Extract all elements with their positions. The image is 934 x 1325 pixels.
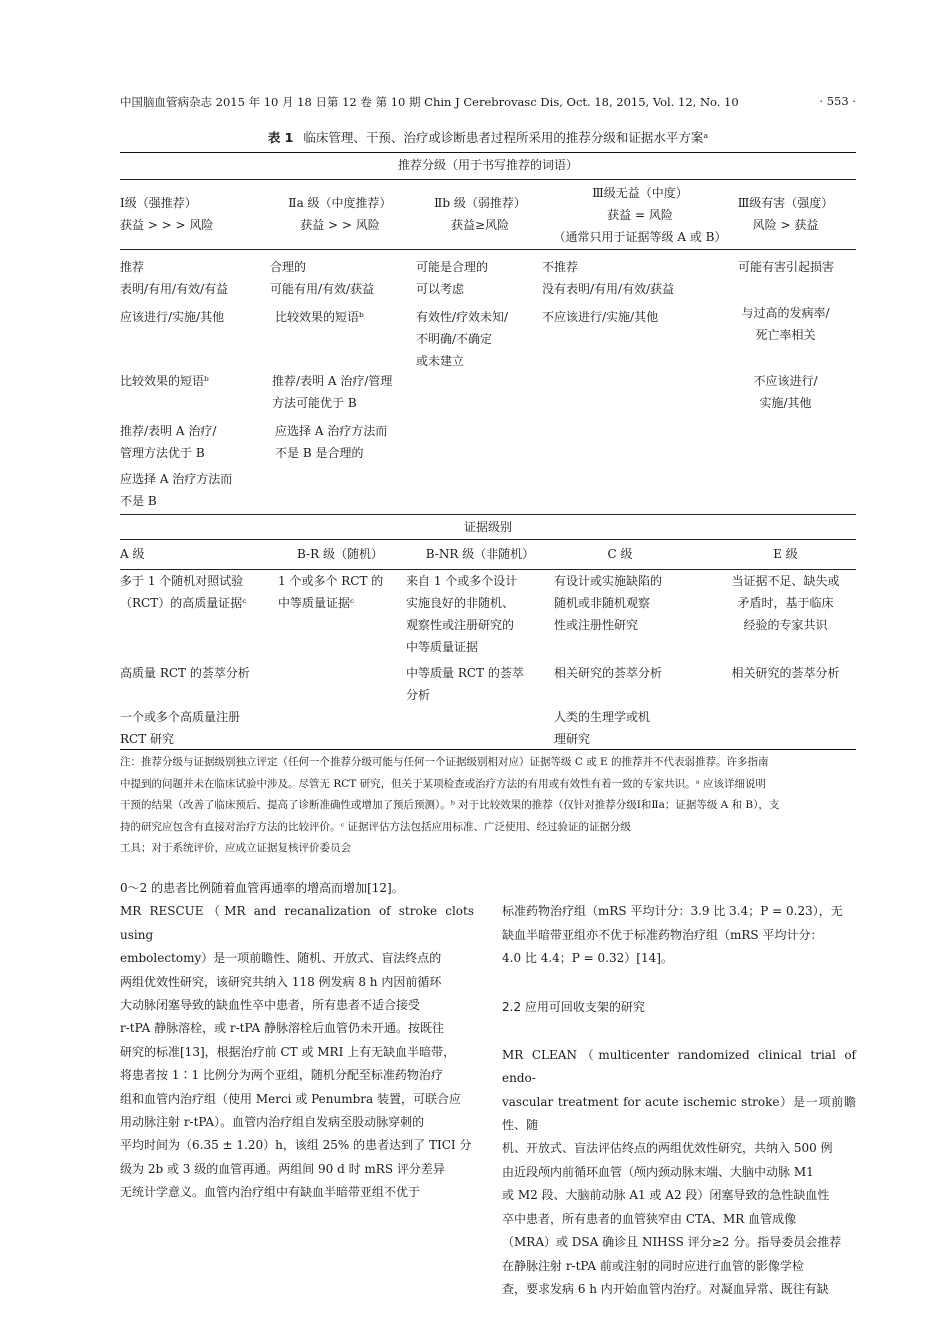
rec-cell-r1-c1: 比较效果的短语ᵇ	[275, 310, 364, 324]
ev-header-bnr: B-NR 级（非随机）	[425, 547, 535, 561]
running-header	[120, 94, 856, 112]
section-heading-recommendation: 推荐分级（用于书写推荐的词语）	[397, 158, 578, 172]
ev-cell-r0-c4: 当证据不足、缺失或 矛盾时，基于临床 经验的专家共识	[731, 574, 840, 632]
table-notes: 注：推荐分级与证据级别独立评定（任何一个推荐分级可能与任何一个证据级别相对应）证据等级 C 或 E 的推荐并不代表弱推荐。许多指南 中提到的问题并未在临床试验中涉及。尽管无 RCT 研究，但关于某项检查或治疗方法的有用或有效性有着一致的专家共识。ᵃ 应该详细说明 干预的结果（改善了临床预后、提高了诊断准确性或增加了预后预测）。ᵇ 对于比较效果的推荐（仅针对推荐分级Ⅰ和Ⅱa；证据等级 A 和 B），支 持的研究应包含有直接对治疗方法的比较评价。ᶜ 证据评估方法包括应用标准、广泛使用、经过验证的证据分级 工具；对于系统评价，应成立证据复核评价委员会	[120, 756, 780, 854]
rec-header-class2b: Ⅱb 级（弱推荐） 获益≥风险	[434, 196, 526, 232]
rec-cell-r0-c3: 不推荐 没有表明/有用/有效/获益	[542, 260, 675, 296]
ev-cell-r2-c3: 人类的生理学或机 理研究	[554, 710, 651, 746]
page-number: · 553 ·	[819, 94, 856, 108]
rec-cell-r1-c0: 应该进行/实施/其他	[120, 310, 225, 324]
evidence-section-rule	[120, 514, 856, 515]
rec-cell-r0-c1: 合理的 可能有用/有效/获益	[270, 260, 375, 296]
ev-cell-r0-c2: 来自 1 个或多个设计 实施良好的非随机、 观察性或注册研究的 中等质量证据	[406, 574, 518, 654]
rec-cell-r2-c1: 推荐/表明 A 治疗/管理 方法可能优于 B	[272, 374, 393, 410]
rec-cell-r0-c4: 可能有害引起损害	[738, 260, 835, 274]
table-top-rule	[120, 152, 856, 153]
ev-header-e: E 级	[773, 547, 798, 561]
rec-cell-r1-c2: 有效性/疗效未知/ 不明确/不确定 或未建立	[416, 310, 509, 368]
rec-header-class3-harm: Ⅲ级有害（强度） 风险 > 获益	[737, 196, 834, 232]
ev-cell-r2-c0: 一个或多个高质量注册 RCT 研究	[120, 710, 241, 746]
evidence-subrule	[120, 539, 856, 540]
ev-header-c: C 级	[607, 547, 633, 561]
ev-header-a: A 级	[120, 547, 145, 561]
ev-cell-r1-c2: 中等质量 RCT 的荟萃 分析	[406, 666, 524, 702]
ev-cell-r0-c1: 1 个或多个 RCT 的 中等质量证据ᶜ	[278, 574, 384, 610]
body-left-column: 0～2 的患者比例随着血管再通率的增高而增加[12]。 MR RESCUE（MR and recanalization of stroke clots using embolectomy）是一项前瞻性、随机、开放式、盲法终点的 两组优效性研究，该研究共纳入 118 例发病 8 h 内因前循环 大动脉闭塞导致的缺血性卒中患者，所有患者不适合接受 r-tPA 静脉溶栓，或 r-tPA 静脉溶栓后血管仍未开通。按既往 研究的标准[13]，根据治疗前 CT 或 MRI 上有无缺血半暗带， 将患者按 1∶1 比例分为两个亚组，随机分配至标准药物治疗 组和血管内治疗组（使用 Merci 或 Penumbra 装置，可联合应 用动脉注射 r-tPA）。血管内治疗组自发病至股动脉穿刺的 平均时间为（6.35 ± 1.20）h，该组 25% 的患者达到了 TICI 分 级为 2b 或 3 级的血管再通。两组间 90 d 时 mRS 评分差异 无统计学意义。血管内治疗组中有缺血半暗带亚组不优于	[120, 881, 474, 1200]
rec-header-class3-no-benefit: Ⅲ级无益（中度） 获益 = 风险 （通常只用于证据等级 A 或 B）	[553, 186, 727, 244]
ev-header-br: B-R 级（随机）	[297, 547, 383, 561]
rec-header-class2a: Ⅱa 级（中度推荐） 获益 > > 风险	[288, 196, 392, 232]
rec-cell-r4-c0: 应选择 A 治疗方法而 不是 B	[120, 472, 233, 508]
rec-cell-r1-c3: 不应该进行/实施/其他	[542, 310, 659, 324]
section-heading-evidence: 证据级别	[463, 520, 512, 534]
table-bottom-rule	[120, 749, 856, 750]
table-caption	[120, 128, 856, 146]
rec-cell-r3-c0: 推荐/表明 A 治疗/ 管理方法优于 B	[120, 424, 217, 460]
body-right-bottom: MR CLEAN（multicenter randomized clinical trial of endo- vascular treatment for acute ischemic stroke）是一项前瞻性、随 机、开放式、盲法评估终点的两组优效性研究，共纳入 500 例 由近段颅内前循环血管（颅内颈动脉末端、大脑中动脉 M1 或 M2 段、大脑前动脉 A1 或 A2 段）闭塞导致的急性缺血性 卒中患者，所有患者的血管狭窄由 CTA、MR 血管成像 （MRA）或 DSA 确诊且 NIHSS 评分≥2 分。指导委员会推荐 在静脉注射 r-tPA 前或注射的同时应进行血管的影像学检 查，要求发病 6 h 内开始血管内治疗。对凝血异常、既往有缺	[502, 1047, 856, 1296]
rec-cell-r2-c4: 不应该进行/ 实施/其他	[753, 374, 818, 410]
ev-cell-r0-c0: 多于 1 个随机对照试验 （RCT）的高质量证据ᶜ	[120, 574, 247, 610]
table-label: 表 1	[267, 130, 294, 145]
header-rule	[120, 249, 856, 250]
body-right-top: 标准药物治疗组（mRS 平均计分：3.9 比 3.4；P = 0.23），无 缺血半暗带亚组亦不优于标准药物治疗组（mRS 平均计分： 4.0 比 4.4；P = 0.32）[14]。	[502, 904, 843, 966]
ev-cell-r0-c3: 有设计或实施缺陷的 随机或非随机观察 性或注册性研究	[554, 574, 663, 632]
rec-cell-r1-c4: 与过高的发病率/ 死亡率相关	[741, 306, 830, 342]
journal-citation: 中国脑血管病杂志 2015 年 10 月 18 日第 12 卷 第 10 期 Chin J Cerebrovasc Dis, Oct. 18, 2015, Vol. 12, No. 10	[120, 95, 739, 109]
section-heading-2-2: 2.2 应用可回收支架的研究	[502, 1000, 645, 1015]
ev-cell-r1-c0: 高质量 RCT 的荟萃分析	[120, 666, 250, 680]
ev-cell-r1-c3: 相关研究的荟萃分析	[554, 666, 663, 680]
rec-header-class1: Ⅰ级（强推荐） 获益 > > > 风险	[120, 196, 214, 232]
recommendation-table	[120, 150, 856, 750]
rec-cell-r2-c0: 比较效果的短语ᵇ	[120, 374, 209, 388]
body-right-column	[502, 877, 856, 1325]
rec-cell-r0-c2: 可能是合理的 可以考虑	[416, 260, 489, 296]
ev-cell-r1-c4: 相关研究的荟萃分析	[731, 666, 840, 680]
rec-cell-r3-c1: 应选择 A 治疗方法而 不是 B 是合理的	[275, 424, 388, 460]
section-rule	[120, 179, 856, 180]
table-title: 临床管理、干预、治疗或诊断患者过程所采用的推荐分级和证据水平方案ᵃ	[303, 130, 709, 145]
rec-cell-r0-c0: 推荐 表明/有用/有效/有益	[120, 260, 229, 296]
